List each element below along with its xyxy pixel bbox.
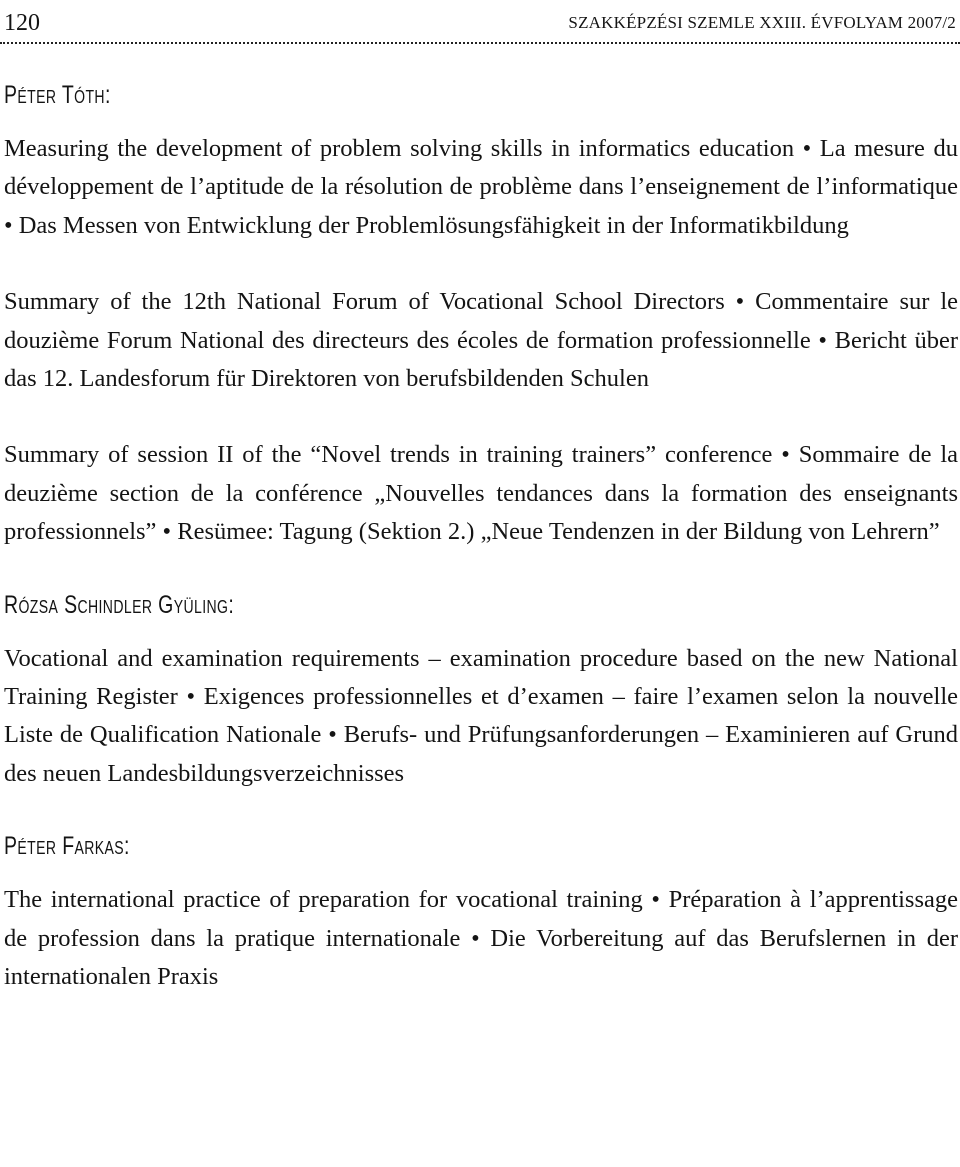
article-entry: Summary of the 12th National Forum of Vocational School Directors • Commentaire sur le douzième Forum National des directeurs des écoles de formation professionnelle • Bericht über das 12. Landesforum für Direktoren von berufsbildenden Schulen [4, 288, 958, 393]
author-section [4, 831, 958, 996]
page-number: 120 [4, 10, 40, 36]
article-entry: Summary of session II of the “Novel trends in training trainers” conference • Sommaire de la deuzième section de la conférence „Nouvelles tendances dans la formation des enseignants professionnels” • Resümee: Tagung (Sektion 2.) „Neue Tendenzen in der Bildung von Lehrern” [4, 441, 958, 546]
author-section [4, 80, 958, 552]
journal-title: SZAKKÉPZÉSI SZEMLE XXIII. ÉVFOLYAM 2007/2 [568, 13, 956, 32]
article-entry: Vocational and examination requirements – examination procedure based on the new National Training Register • Exigences professionnelles et d’examen – faire l’examen selon la nouvelle Liste de Qualification Nationale • Berufs- und Prüfungsanforderungen – Examinieren auf Grund des neuen Landesbildungsverzeichnisses [4, 644, 958, 787]
author-section [4, 590, 958, 794]
author-name: Péter Farkas: [4, 832, 130, 861]
header-divider [0, 42, 960, 44]
author-name: Péter Tóth: [4, 81, 111, 109]
running-header [4, 2, 956, 38]
author-name: Rózsa Schindler Gyüling: [4, 590, 235, 619]
article-entry: Measuring the development of problem solving skills in informatics education • La mesure du développement de l’aptitude de la résolution de problème dans l’enseignement de l’informatique • Das Messen von Entwicklung der Problemlösungsfähigkeit in der Informatikbildung [4, 135, 958, 239]
article-list [4, 80, 958, 997]
article-entry: The international practice of preparation for vocational training • Préparation à l’apprentissage de profession dans la pratique internationale • Die Vorbereitung auf das Berufslernen in der internationalen Praxis [4, 886, 958, 991]
